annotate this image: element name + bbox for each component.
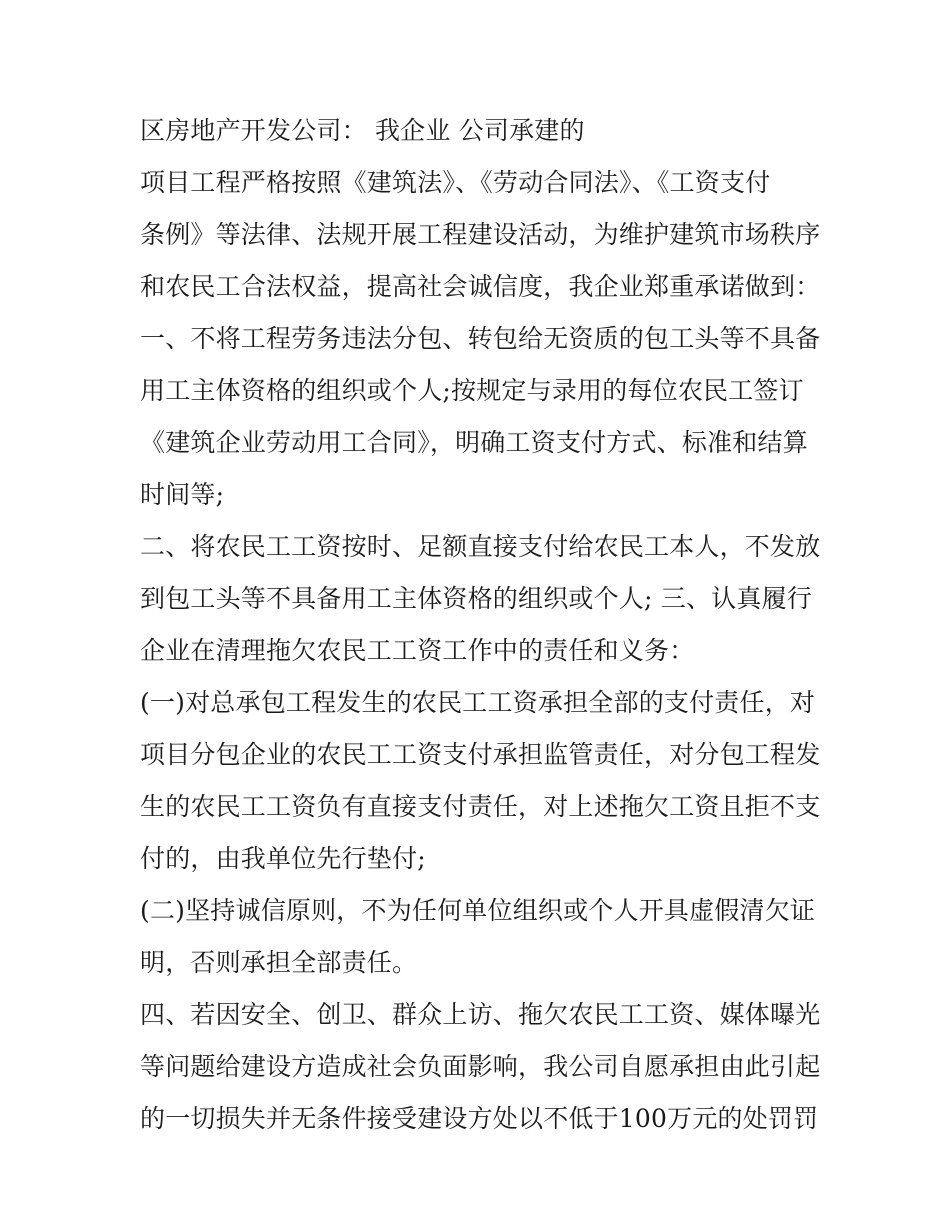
text-line: 到包工头等不具备用工主体资格的组织或个人; 三、认真履行	[140, 584, 812, 613]
text-line: 项目分包企业的农民工工资支付承担监管责任，对分包工程发	[140, 740, 821, 769]
text-line: 四、若因安全、创卫、群众上访、拖欠农民工工资、媒体曝光	[140, 1000, 821, 1029]
text-line: 付的，由我单位先行垫付;	[140, 844, 426, 873]
text-line: 的一切损失并无条件接受建设方处以不低于100万元的处罚罚	[140, 1104, 819, 1133]
text-line: 一、不将工程劳务违法分包、转包给无资质的包工头等不具备	[140, 324, 821, 353]
text-line: 项目工程严格按照《建筑法》、《劳动合同法》、《工资支付	[140, 168, 771, 197]
text-line: 等问题给建设方造成社会负面影响，我公司自愿承担由此引起	[140, 1052, 821, 1081]
text-line: 条例》等法律、法规开展工程建设活动，为维护建筑市场秩序	[140, 220, 821, 249]
text-line: 生的农民工工资负有直接支付责任，对上述拖欠工资且拒不支	[140, 792, 821, 821]
text-line: 《建筑企业劳动用工合同》，明确工资支付方式、标准和结算	[140, 428, 808, 457]
text-line: 二、将农民工工资按时、足额直接支付给农民工本人，不发放	[140, 532, 821, 561]
text-line: 明，否则承担全部责任。	[140, 948, 418, 977]
text-line: 用工主体资格的组织或个人;按规定与录用的每位农民工签订	[140, 376, 804, 405]
text-line: 区房地产开发公司： 我企业 公司承建的	[140, 116, 585, 145]
text-line: (二)坚持诚信原则，不为任何单位组织或个人开具虚假清欠证	[140, 896, 816, 925]
text-line: 时间等;	[140, 480, 225, 509]
text-line: 企业在清理拖欠农民工工资工作中的责任和义务：	[140, 636, 695, 665]
text-line: (一)对总承包工程发生的农民工工资承担全部的支付责任，对	[140, 688, 816, 717]
text-line: 和农民工合法权益，提高社会诚信度，我企业郑重承诺做到：	[140, 272, 821, 301]
